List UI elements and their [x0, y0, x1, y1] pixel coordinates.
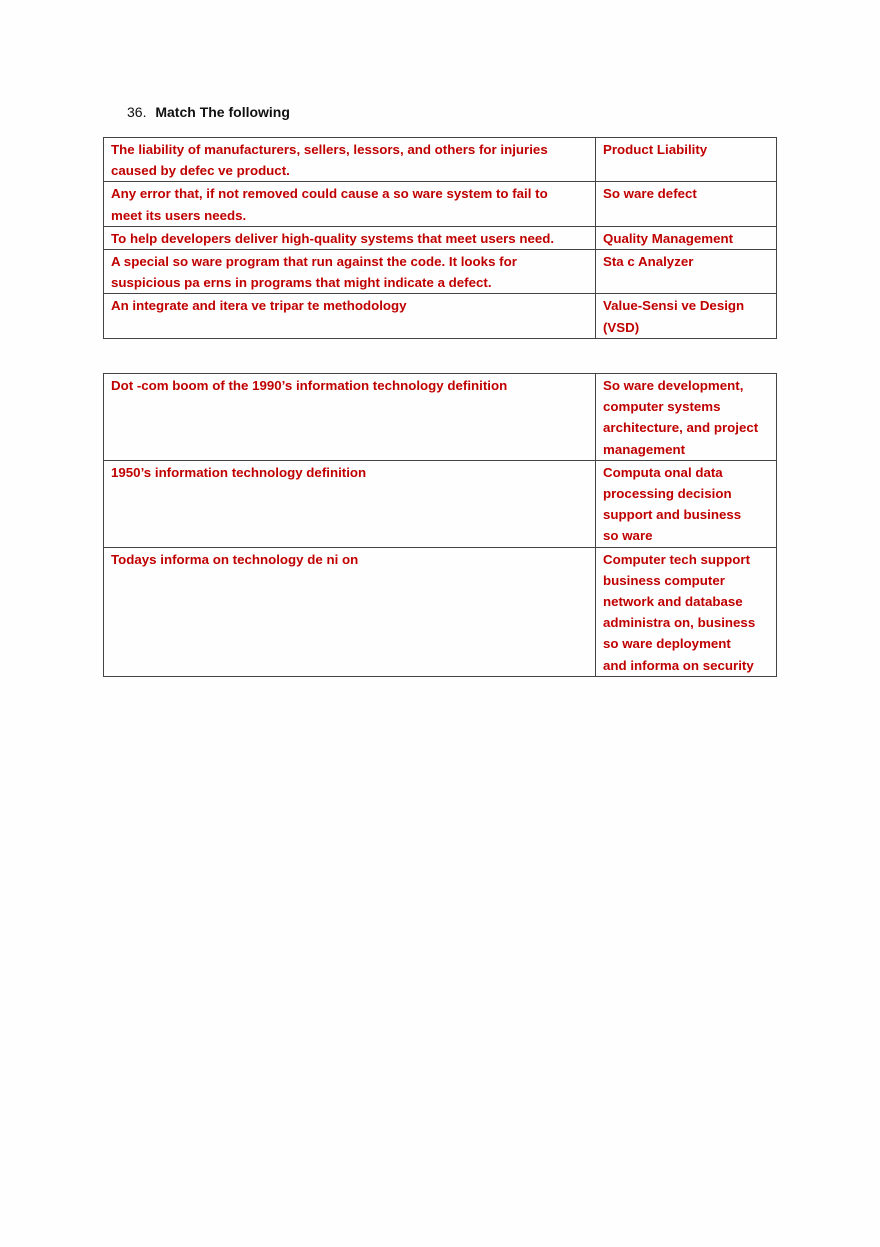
- cell-text-line: and informa on security: [603, 657, 754, 673]
- cell-text-line: business computer: [603, 572, 725, 588]
- description-cell: [104, 374, 596, 461]
- cell-text-line: To help developers deliver high-quality systems that meet users need.: [111, 230, 555, 246]
- cell-text-line: Todays informa on technology de ni on: [111, 551, 359, 567]
- cell-text-line: So ware defect: [603, 186, 697, 202]
- term-cell: [596, 250, 777, 294]
- description-cell: [104, 294, 596, 338]
- description-cell: [104, 182, 596, 226]
- cell-text-line: so ware: [603, 528, 653, 544]
- term-cell: [596, 374, 777, 461]
- table-row: [104, 547, 777, 676]
- table-row: [104, 182, 777, 226]
- cell-text-line: Any error that, if not removed could cause a so ware system to fail to: [111, 186, 548, 202]
- match-table-2: [103, 373, 777, 677]
- question-heading: [127, 104, 290, 120]
- term-cell: [596, 226, 777, 249]
- cell-text-line: So ware development,: [603, 378, 744, 393]
- cell-text-line: An integrate and itera ve tripar te methodology: [111, 298, 407, 314]
- term-cell: [596, 182, 777, 226]
- table-row: [104, 374, 777, 461]
- cell-text-line: architecture, and project: [603, 420, 759, 436]
- question-number: 36.: [127, 104, 147, 120]
- term-cell: [596, 547, 777, 676]
- cell-text-line: A special so ware program that run against the code. It looks for: [111, 254, 517, 270]
- cell-text-line: Product Liability: [603, 142, 708, 157]
- table-row: [104, 294, 777, 338]
- cell-text-line: Value-Sensi ve Design: [603, 298, 745, 314]
- cell-text-line: 1950’s information technology definition: [111, 464, 367, 480]
- description-cell: [104, 547, 596, 676]
- term-cell: [596, 138, 777, 182]
- cell-text-line: computer systems: [603, 399, 721, 415]
- question-title: Match The following: [155, 104, 290, 120]
- cell-text-line: Dot -com boom of the 1990’s information technology definition: [111, 378, 508, 393]
- cell-text-line: The liability of manufacturers, sellers, lessors, and others for injuries: [111, 142, 548, 157]
- table-row: [104, 250, 777, 294]
- term-cell: [596, 460, 777, 547]
- cell-text-line: processing decision: [603, 486, 732, 502]
- description-cell: [104, 226, 596, 249]
- term-cell: [596, 294, 777, 338]
- table-row: [104, 460, 777, 547]
- description-cell: [104, 138, 596, 182]
- cell-text-line: network and database: [603, 594, 743, 610]
- description-cell: [104, 250, 596, 294]
- cell-text-line: support and business: [603, 507, 742, 523]
- cell-text-line: Sta c Analyzer: [603, 254, 694, 270]
- cell-text-line: Quality Management: [603, 230, 734, 246]
- table-row: [104, 138, 777, 182]
- cell-text-line: Computa onal data: [603, 464, 723, 480]
- cell-text-line: meet its users needs.: [111, 207, 247, 223]
- cell-text-line: caused by defec ve product.: [111, 163, 290, 179]
- table-row: [104, 226, 777, 249]
- match-table-1: [103, 137, 777, 339]
- cell-text-line: administra on, business: [603, 615, 756, 631]
- cell-text-line: management: [603, 441, 686, 457]
- cell-text-line: suspicious pa erns in programs that might indicate a defect.: [111, 275, 492, 291]
- cell-text-line: so ware deployment: [603, 636, 731, 652]
- description-cell: [104, 460, 596, 547]
- cell-text-line: Computer tech support: [603, 551, 751, 567]
- cell-text-line: (VSD): [603, 319, 640, 335]
